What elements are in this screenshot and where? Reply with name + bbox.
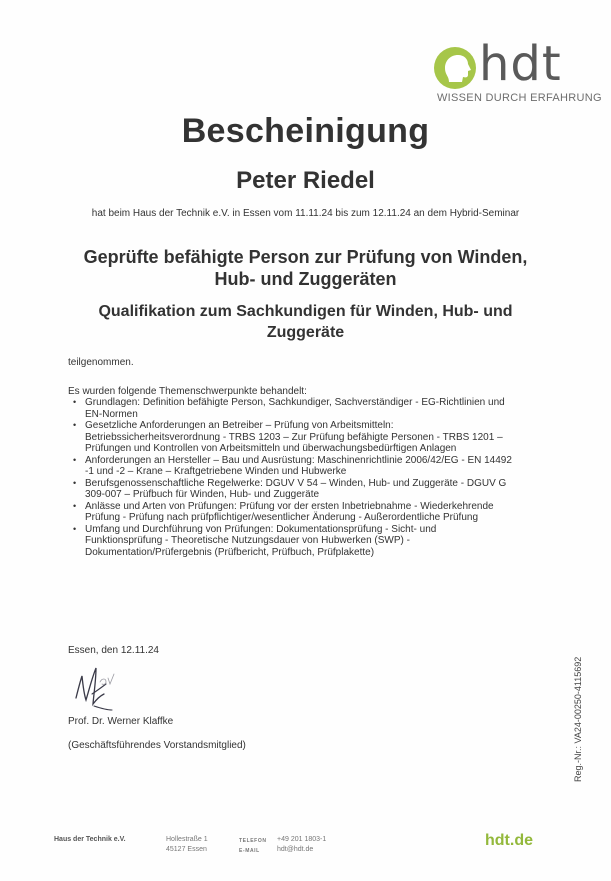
topic-item [68,397,548,420]
footer-website: hdt.de [485,832,533,849]
topic-line: • Umfang und Durchführung von Prüfungen: Dokumentationsprüfung - Sicht- und [85,523,437,535]
course-title [40,246,571,290]
topic-line: -1 und -2 – Krane – Kraftgetriebene Winden und Hubwerke [85,466,347,477]
logo-wordmark: hdt [479,36,562,92]
logo-tagline: WISSEN DURCH ERFAHRUNG [437,92,602,104]
footer-contact [277,835,326,855]
topic-line: Prüfung - Prüfung nach prüfpflichtiger/wesentlicher Änderung - Außerordentliche Prüfung [85,512,479,523]
topic-line: • Anlässe und Arten von Prüfungen: Prüfung vor der ersten Inbetriebnahme - Wiederkehrende [85,500,494,512]
topic-line: • Anforderungen an Hersteller – Bau und Ausrüstung: Maschinenrichtlinie 2006/42/EG - EN 14492 [85,454,512,466]
topic-item [68,455,548,478]
registration-number: Reg.-Nr.: VA24-00250-4115692 [573,656,583,782]
topic-line: Dokumentation/Prüfergebnis (Prüfbericht, Prüfbuch, Prüfplakette) [85,546,375,558]
topic-line: Betriebssicherheitsverordnung - TRBS 1203 – Zur Prüfung befähigte Personen - TRBS 1201 – [85,431,503,443]
topic-line: EN-Normen [85,408,138,420]
footer-email: hdt@hdt.de [277,846,314,853]
intro-text: hat beim Haus der Technik e.V. in Essen vom 11.11.24 bis zum 12.11.24 an dem Hybrid-Seminar [91,208,520,219]
topic-line: • Berufsgenossenschaftliche Regelwerke: DGUV V 54 – Winden, Hub- und Zuggeräte - DGUV G [85,477,507,489]
qualification-line: Zuggeräte [266,324,345,341]
footer-phone-label: TELEFON [239,838,267,844]
topic-item [68,501,548,524]
recipient-name: Peter Riedel [236,167,375,194]
topic-line: Funktionsprüfung - Theoretische Nutzungsdauer von Hubwerken (SWP) - [85,535,410,546]
signer-role: (Geschäftsführendes Vorstandsmitglied) [68,740,246,751]
topics-heading: Es wurden folgende Themenschwerpunkte behandelt: [68,386,307,397]
footer-address [166,835,208,855]
topic-item [68,420,548,455]
topics-list [68,397,548,558]
participated-text: teilgenommen. [68,357,134,368]
qualification-line: Qualifikation zum Sachkundigen für Winden, Hub- und [98,303,513,320]
qualification-title [40,301,571,343]
topic-line: • Grundlagen: Definition befähigte Person, Sachkundiger, Sachverständiger - EG-Richtlinien und [85,397,505,408]
handwritten-signature [72,660,132,716]
course-title-line: Geprüfte befähigte Person zur Prüfung von Winden, [83,247,528,267]
topic-line: • Gesetzliche Anforderungen an Betreiber – Prüfung von Arbeitsmitteln: [85,420,394,431]
footer-street: Hollestraße 1 [166,836,208,843]
topic-line: 309-007 – Prüfbuch für Winden, Hub- und Zuggeräte [85,489,320,500]
footer-organization: Haus der Technik e.V. [54,836,126,843]
footer-labels [239,836,267,856]
topic-item [68,524,548,559]
signer-name: Prof. Dr. Werner Klaffke [68,716,174,727]
footer-city: 45127 Essen [166,846,207,853]
document-title: Bescheinigung [181,112,430,150]
course-title-line: Hub- und Zuggeräten [214,269,397,289]
head-profile-icon [433,46,477,90]
hdt-logo [433,36,602,110]
footer-email-label: E-MAIL [239,848,260,854]
place-date: Essen, den 12.11.24 [68,645,159,656]
footer-phone: +49 201 1803-1 [277,836,327,843]
topic-item [68,478,548,501]
topic-line: Prüfungen und Kontrollen von Arbeitsmitteln und überwachungsbedürftigen Anlagen [85,443,457,454]
